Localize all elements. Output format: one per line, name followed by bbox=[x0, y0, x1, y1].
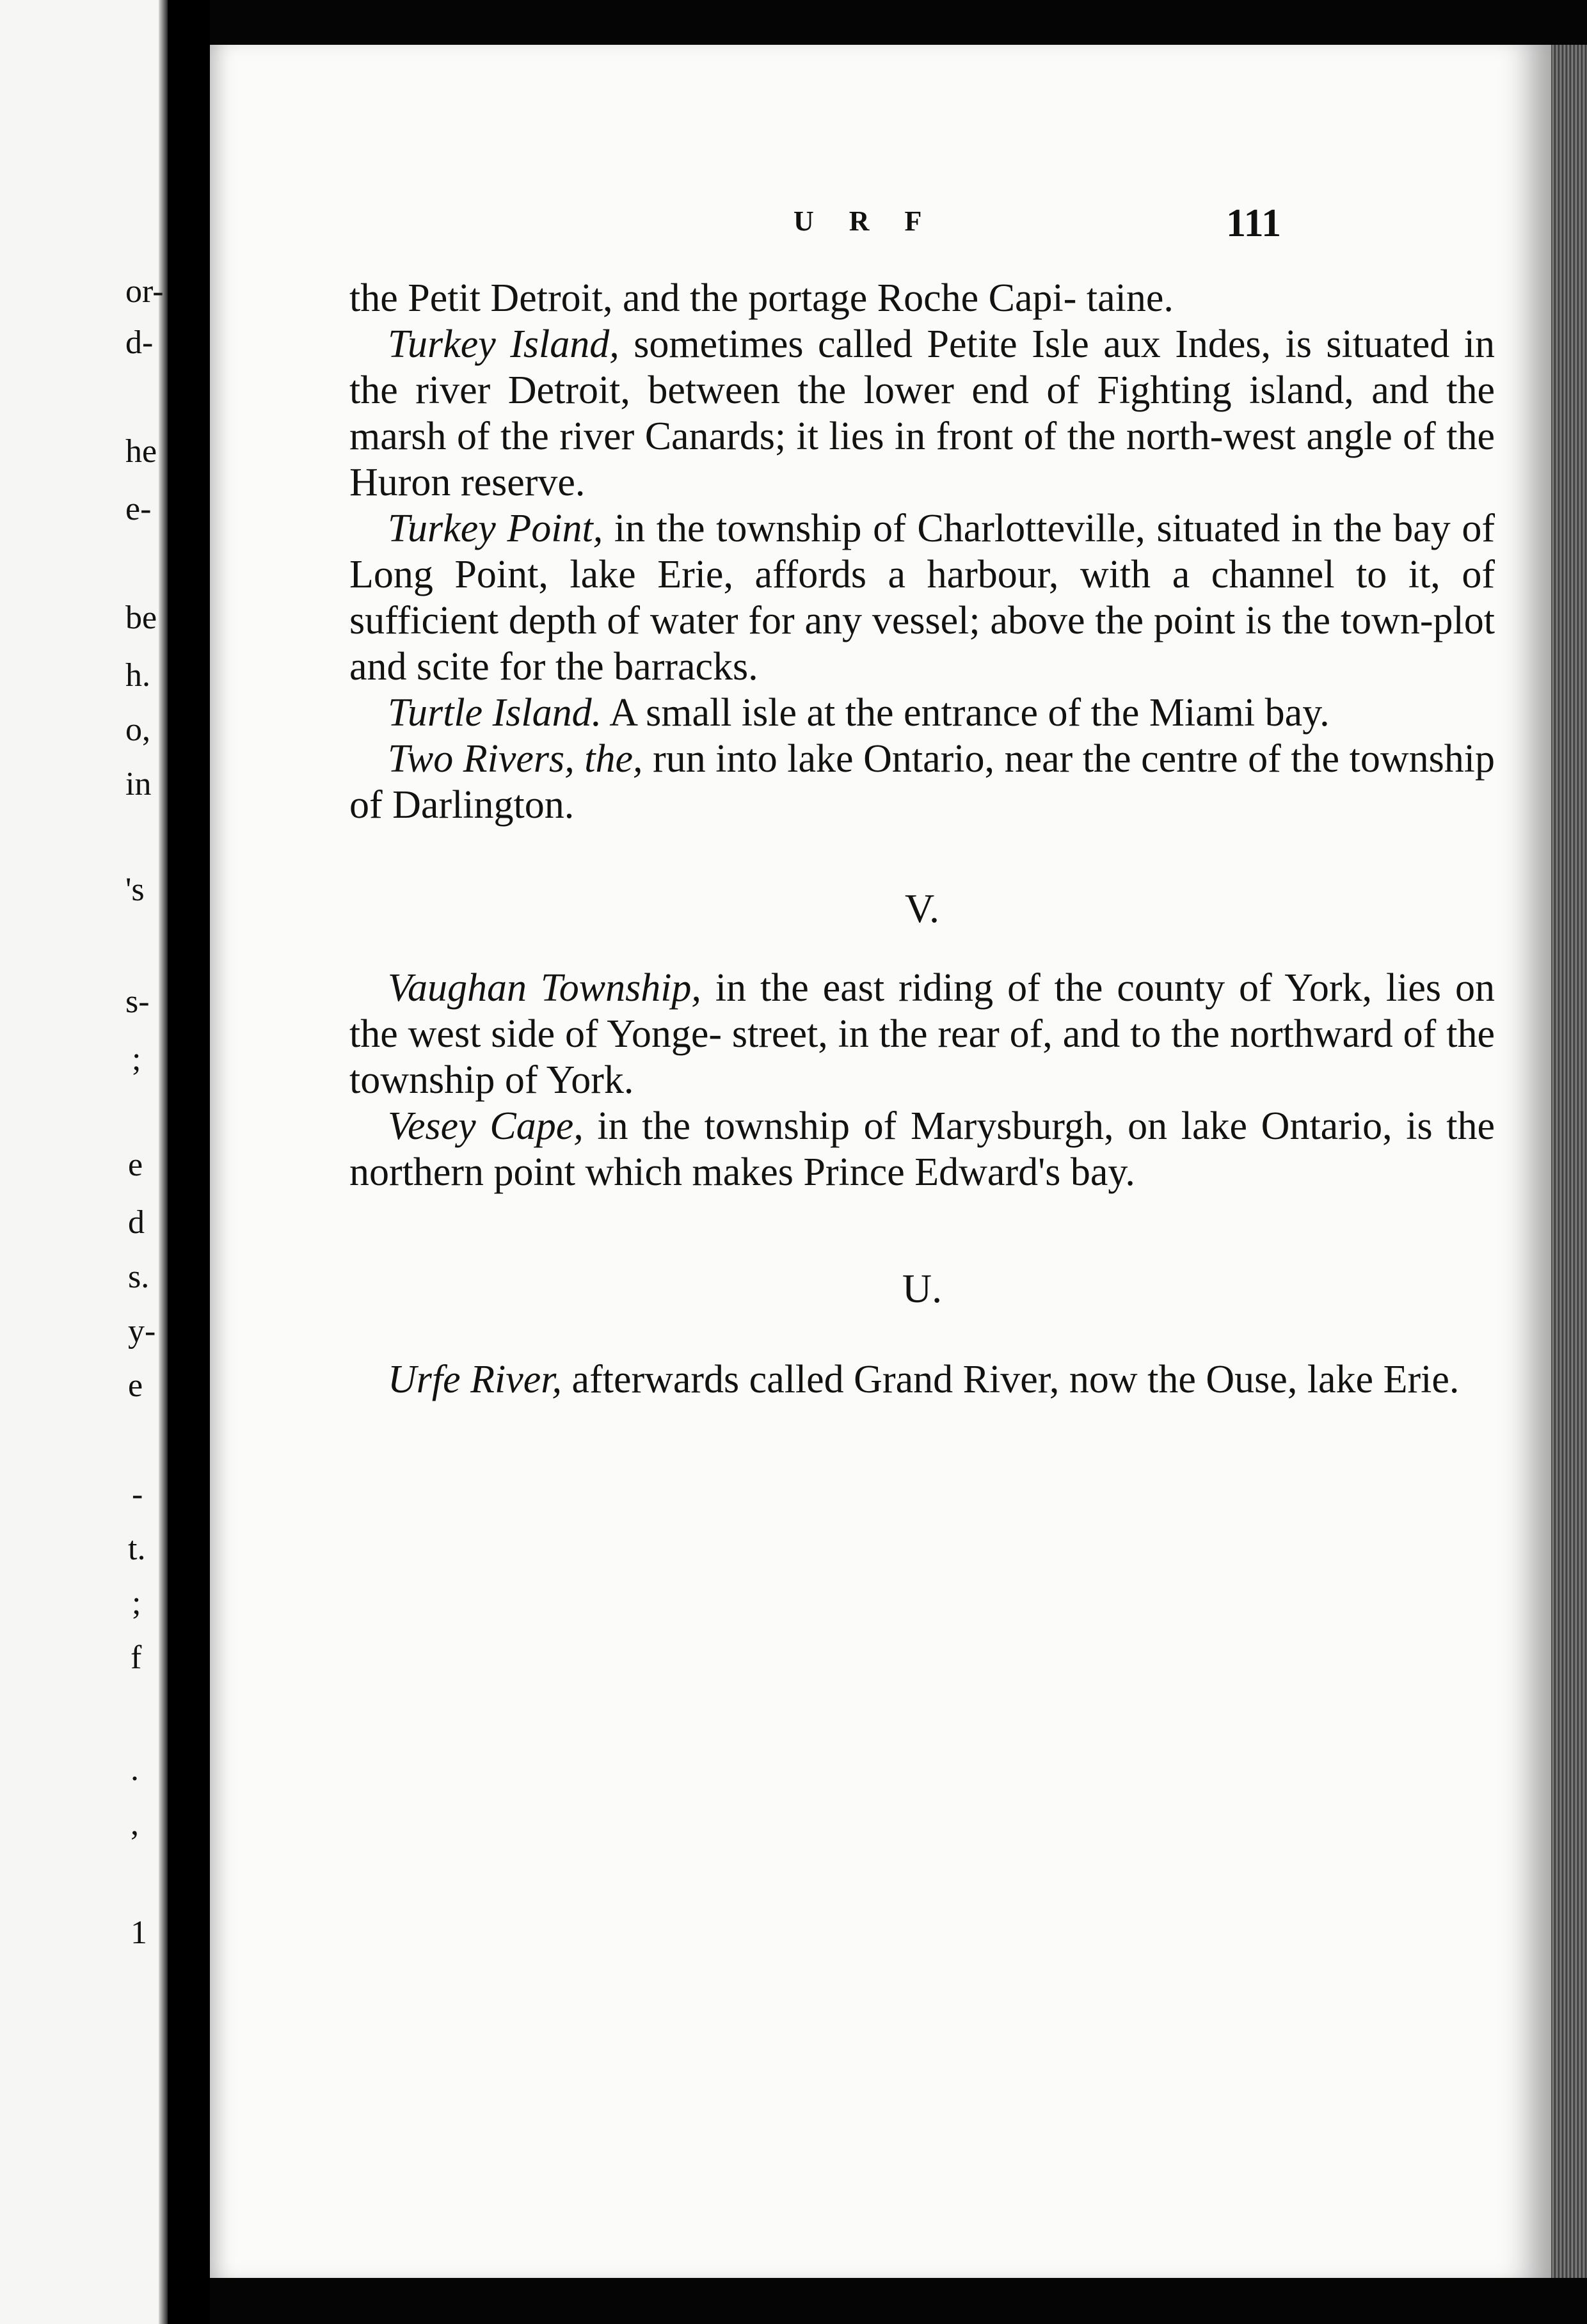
page-text bbox=[349, 275, 1495, 1403]
entry-text: sometimes called Petite Isle aux Indes, is situated in the river Detroit, between the lower end of Fighting island, and the marsh of the river Canards; it lies in front of the north-west angle of the Huron reserve. bbox=[349, 322, 1495, 504]
prev-page-fragment: f bbox=[131, 1639, 142, 1676]
entry-continuation bbox=[349, 275, 1495, 321]
entry-text: the Petit Detroit, and the portage Roche Capi- taine. bbox=[349, 276, 1174, 320]
prev-page-fragment: s. bbox=[128, 1259, 150, 1295]
prev-page-fragment: ; bbox=[132, 1041, 141, 1078]
page-edge-right bbox=[1551, 45, 1587, 2278]
entry-vesey-cape bbox=[349, 1103, 1495, 1195]
section-heading-v: V. bbox=[905, 886, 939, 931]
entry-text: in the east riding of the county of York, lies on the west side of Yonge- street, in the rear of, and to the northward of the township of York. bbox=[349, 966, 1495, 1102]
book-gutter bbox=[168, 0, 210, 2324]
prev-page-fragment: h. bbox=[125, 657, 150, 694]
prev-page-fragment: d- bbox=[125, 324, 154, 361]
entry-text: afterwards called Grand River, now the Ouse, lake Erie. bbox=[562, 1358, 1460, 1401]
entry-term: Urfe River, bbox=[388, 1358, 562, 1401]
prev-page-fragment: d bbox=[128, 1204, 145, 1241]
entry-vaughan-township bbox=[349, 965, 1495, 1103]
running-head: U R F bbox=[794, 205, 936, 237]
entry-two-rivers bbox=[349, 736, 1495, 828]
entry-urfe-river bbox=[349, 1357, 1495, 1403]
prev-page-fragment: 1 bbox=[131, 1914, 147, 1951]
prev-page-fragment: or- bbox=[125, 273, 164, 310]
section-heading-u: U. bbox=[902, 1266, 943, 1311]
entry-term: Two Rivers, the, bbox=[388, 737, 643, 781]
prev-page-fragment: be bbox=[125, 600, 157, 636]
prev-page-fragment: t. bbox=[128, 1531, 146, 1567]
entry-term: Vesey Cape, bbox=[388, 1104, 584, 1148]
entry-text: run into lake Ontario, near the centre of the township of Darlington. bbox=[349, 737, 1495, 827]
prev-page-fragment: . bbox=[131, 1751, 139, 1788]
entry-term: Turkey Point, bbox=[388, 507, 603, 550]
entry-text: A small isle at the entrance of the Miami bay. bbox=[602, 691, 1330, 735]
entry-text: in the township of Marysburgh, on lake Ontario, is the northern point which makes Prince Edward's bay. bbox=[349, 1104, 1495, 1194]
prev-page-fragment: 's bbox=[125, 872, 145, 908]
entry-term: Turtle Island. bbox=[388, 691, 602, 735]
entry-term: Turkey Island, bbox=[388, 322, 619, 366]
prev-page-fragment: s- bbox=[125, 983, 150, 1020]
entry-term: Vaughan Township, bbox=[388, 966, 701, 1010]
previous-page-strip bbox=[0, 0, 168, 2324]
book-page bbox=[210, 45, 1551, 2278]
prev-page-fragment: he bbox=[125, 433, 157, 470]
page-header bbox=[210, 202, 1551, 262]
prev-page-fragment: - bbox=[132, 1476, 143, 1513]
prev-page-fragment: e bbox=[128, 1147, 143, 1183]
previous-page-edge bbox=[159, 0, 168, 2324]
entry-turtle-island bbox=[349, 690, 1495, 736]
entry-text: in the township of Charlotteville, situated in the bay of Long Point, lake Erie, affords a harbour, with a channel to it, of sufficient depth of water for any vessel; above the point is the town-plot and scite for the barracks. bbox=[349, 507, 1495, 688]
prev-page-fragment: ; bbox=[132, 1585, 141, 1621]
entry-turkey-point bbox=[349, 505, 1495, 690]
prev-page-fragment: e bbox=[128, 1367, 143, 1404]
page-number: 111 bbox=[1226, 202, 1282, 245]
prev-page-fragment: in bbox=[125, 766, 152, 802]
prev-page-fragment: o, bbox=[125, 712, 150, 748]
entry-turkey-island bbox=[349, 321, 1495, 505]
prev-page-fragment: y- bbox=[128, 1313, 156, 1349]
prev-page-fragment: e- bbox=[125, 491, 152, 527]
prev-page-fragment: , bbox=[131, 1806, 139, 1842]
